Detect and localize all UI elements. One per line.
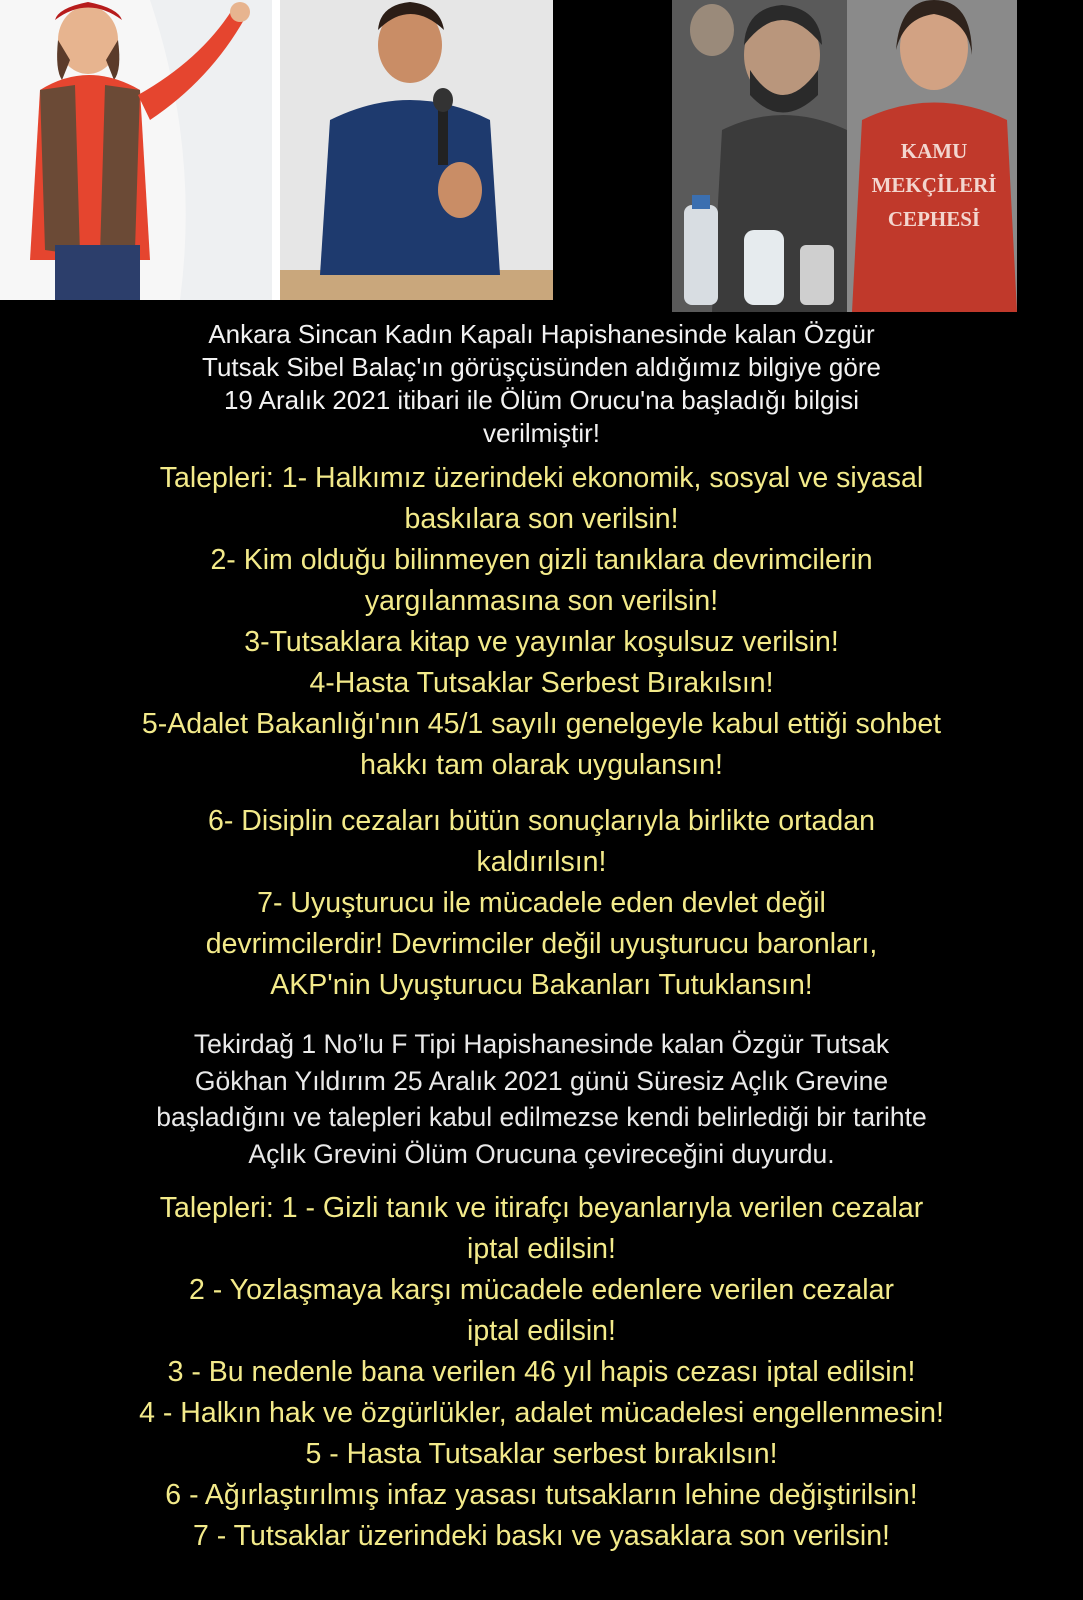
demands-list-1b bbox=[0, 801, 1083, 1006]
intro1-line: Tutsak Sibel Balaç'ın görüşçüsünden aldığımız bilgiye göre bbox=[202, 352, 881, 382]
demands2-line: iptal edilsin! bbox=[467, 1315, 616, 1347]
demands2-line: 3 - Bu nedenle bana verilen 46 yıl hapis cezası iptal edilsin! bbox=[167, 1356, 916, 1388]
demands1-b-line: 6- Disiplin cezaları bütün sonuçlarıyla birlikte ortadan bbox=[208, 805, 875, 837]
intro1-line: 19 Aralık 2021 itibari ile Ölüm Orucu'na başladığı bilgisi bbox=[223, 385, 860, 415]
demands2-line: 6 - Ağırlaştırılmış infaz yasası tutsakların lehine değiştirilsin! bbox=[165, 1479, 918, 1511]
vest-text-line2: MEKÇİLERİ bbox=[871, 173, 997, 197]
vest-text-line1: KAMU bbox=[900, 139, 968, 163]
photo-collage-right bbox=[672, 0, 1017, 312]
demands1-b-line: 7- Uyuşturucu ile mücadele eden devlet değil bbox=[257, 887, 826, 919]
intro1-line: verilmiştir! bbox=[483, 418, 600, 448]
intro1-line: Ankara Sincan Kadın Kapalı Hapishanesinde kalan Özgür bbox=[208, 319, 875, 349]
intro2-line: Açlık Grevini Ölüm Orucuna çevireceğini duyurdu. bbox=[248, 1138, 835, 1169]
demands1-a-line: 2- Kim olduğu bilinmeyen gizli tanıklara devrimcilerin bbox=[210, 544, 873, 576]
demands-list-2 bbox=[0, 1188, 1083, 1557]
vest-text-line3: CEPHESİ bbox=[887, 207, 981, 231]
intro-paragraph-1 bbox=[0, 318, 1083, 450]
intro2-line: Tekirdağ 1 No’lu F Tipi Hapishanesinde kalan Özgür Tutsak bbox=[193, 1029, 890, 1059]
photo-collage-left bbox=[0, 0, 553, 305]
demands-list-1a bbox=[0, 458, 1083, 786]
demands1-a-line: hakkı tam olarak uygulansın! bbox=[360, 749, 723, 781]
intro-paragraph-2 bbox=[0, 1026, 1083, 1172]
demands1-a-line: yargılanmasına son verilsin! bbox=[364, 585, 719, 617]
demands1-b-line: kaldırılsın! bbox=[476, 846, 607, 878]
statement-text bbox=[0, 318, 1083, 1557]
demands2-line: 7 - Tutsaklar üzerindeki baskı ve yasaklara son verilsin! bbox=[193, 1520, 890, 1552]
demands1-b-line: AKP'nin Uyuşturucu Bakanları Tutuklansın! bbox=[270, 969, 813, 1001]
demands1-a-line: 5-Adalet Bakanlığı'nın 45/1 sayılı genelgeyle kabul ettiği sohbet bbox=[141, 708, 942, 740]
intro2-line: Gökhan Yıldırım 25 Aralık 2021 günü Süresiz Açlık Grevine bbox=[194, 1065, 889, 1096]
demands2-line: iptal edilsin! bbox=[467, 1233, 616, 1265]
demands1-a-line: 3-Tutsaklara kitap ve yayınlar koşulsuz verilsin! bbox=[244, 626, 839, 658]
demands2-line: Talepleri: 1 - Gizli tanık ve itirafçı beyanlarıyla verilen cezalar bbox=[159, 1192, 924, 1224]
demands2-line: 5 - Hasta Tutsaklar serbest bırakılsın! bbox=[305, 1438, 778, 1470]
demands1-a-line: baskılara son verilsin! bbox=[404, 503, 679, 535]
demands1-b-line: devrimcilerdir! Devrimciler değil uyuşturucu baronları, bbox=[205, 928, 878, 960]
demands1-a-line: Talepleri: 1- Halkımız üzerindeki ekonomik, sosyal ve siyasal bbox=[159, 462, 924, 494]
intro2-line: başladığını ve talepleri kabul edilmezse kendi belirlediği bir tarihte bbox=[156, 1102, 927, 1132]
demands2-line: 2 - Yozlaşmaya karşı mücadele edenlere verilen cezalar bbox=[189, 1274, 894, 1306]
demands2-line: 4 - Halkın hak ve özgürlükler, adalet mücadelesi engellenmesin! bbox=[139, 1397, 944, 1429]
demands1-a-line: 4-Hasta Tutsaklar Serbest Bırakılsın! bbox=[309, 667, 774, 699]
